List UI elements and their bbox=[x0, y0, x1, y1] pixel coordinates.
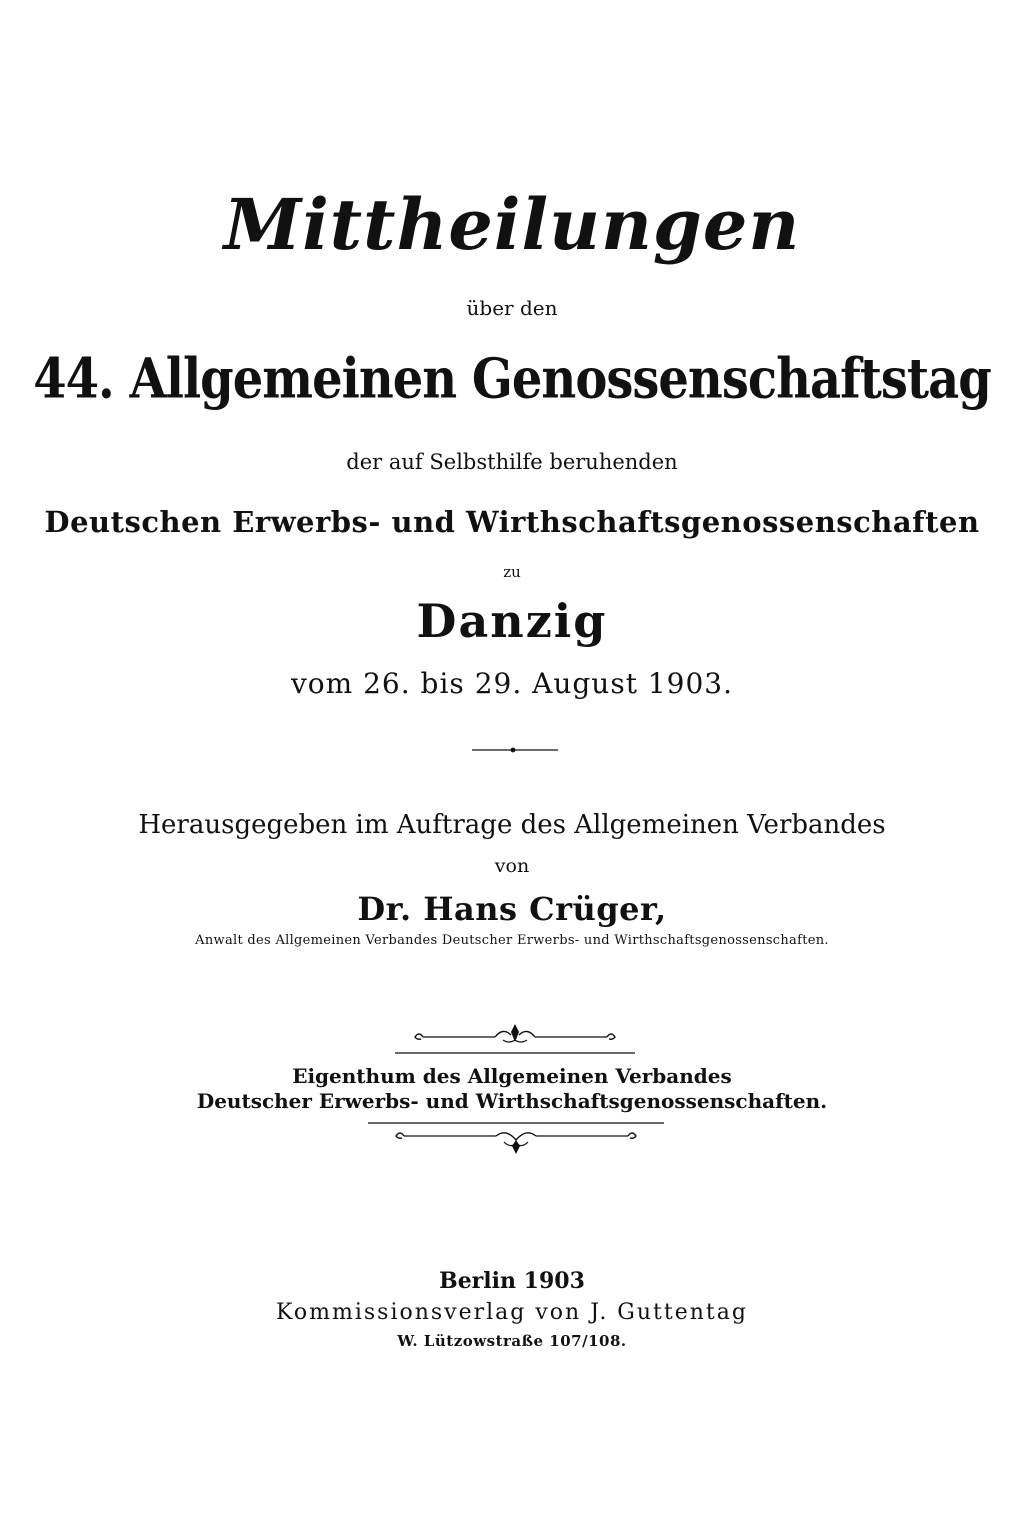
publisher bbox=[0, 1302, 1024, 1324]
ownership-line-1 bbox=[0, 1066, 1024, 1086]
author-title-text: Anwalt des Allgemeinen Verbandes Deutscher Erwerbs- und Wirthschaftsgenossenschaften. bbox=[195, 933, 829, 948]
subtitle-line-2 bbox=[0, 505, 1024, 539]
publisher-address-text: W. Lützowstraße 107/108. bbox=[397, 1332, 627, 1350]
preposition-line bbox=[0, 298, 1024, 318]
preposition-von-text: von bbox=[494, 855, 530, 877]
lower-ornament-icon bbox=[368, 1118, 664, 1158]
preposition-von bbox=[0, 857, 1024, 876]
city-name-text: Danzig bbox=[416, 594, 608, 648]
publisher-address bbox=[0, 1334, 1024, 1349]
congress-title bbox=[0, 346, 1024, 412]
ownership-line-2 bbox=[0, 1091, 1024, 1111]
main-title-text: Mittheilungen bbox=[223, 183, 801, 266]
event-dates-text: vom 26. bis 29. August 1903. bbox=[290, 667, 734, 700]
subtitle-line-1-text: der auf Selbsthilfe beruhenden bbox=[346, 450, 678, 474]
subtitle-line-1 bbox=[0, 452, 1024, 473]
preposition-line-text: über den bbox=[466, 296, 558, 320]
publisher-text: Kommissionsverlag von J. Guttentag bbox=[276, 1300, 748, 1325]
subtitle-line-2-text: Deutschen Erwerbs- und Wirthschaftsgenossenschaften bbox=[44, 505, 980, 539]
preposition-zu-text: zu bbox=[503, 563, 521, 581]
preposition-zu bbox=[0, 565, 1024, 580]
congress-title-text: 44. Allgemeinen Genossenschaftstag bbox=[33, 346, 991, 412]
small-divider-icon bbox=[470, 745, 560, 755]
ownership-line-1-text: Eigenthum des Allgemeinen Verbandes bbox=[292, 1064, 732, 1088]
place-and-year bbox=[0, 1270, 1024, 1292]
city-name bbox=[0, 594, 1024, 648]
upper-ornament-icon bbox=[395, 1020, 635, 1056]
event-dates bbox=[0, 667, 1024, 700]
editor-line-text: Herausgegeben im Auftrage des Allgemeinen Verbandes bbox=[138, 810, 886, 840]
author-name bbox=[0, 890, 1024, 928]
editor-line bbox=[0, 812, 1024, 838]
place-and-year-text: Berlin 1903 bbox=[439, 1268, 585, 1294]
main-title bbox=[0, 183, 1024, 266]
ownership-line-2-text: Deutscher Erwerbs- und Wirthschaftsgenossenschaften. bbox=[196, 1089, 828, 1113]
author-name-text: Dr. Hans Crüger, bbox=[357, 890, 667, 928]
author-title bbox=[0, 934, 1024, 947]
